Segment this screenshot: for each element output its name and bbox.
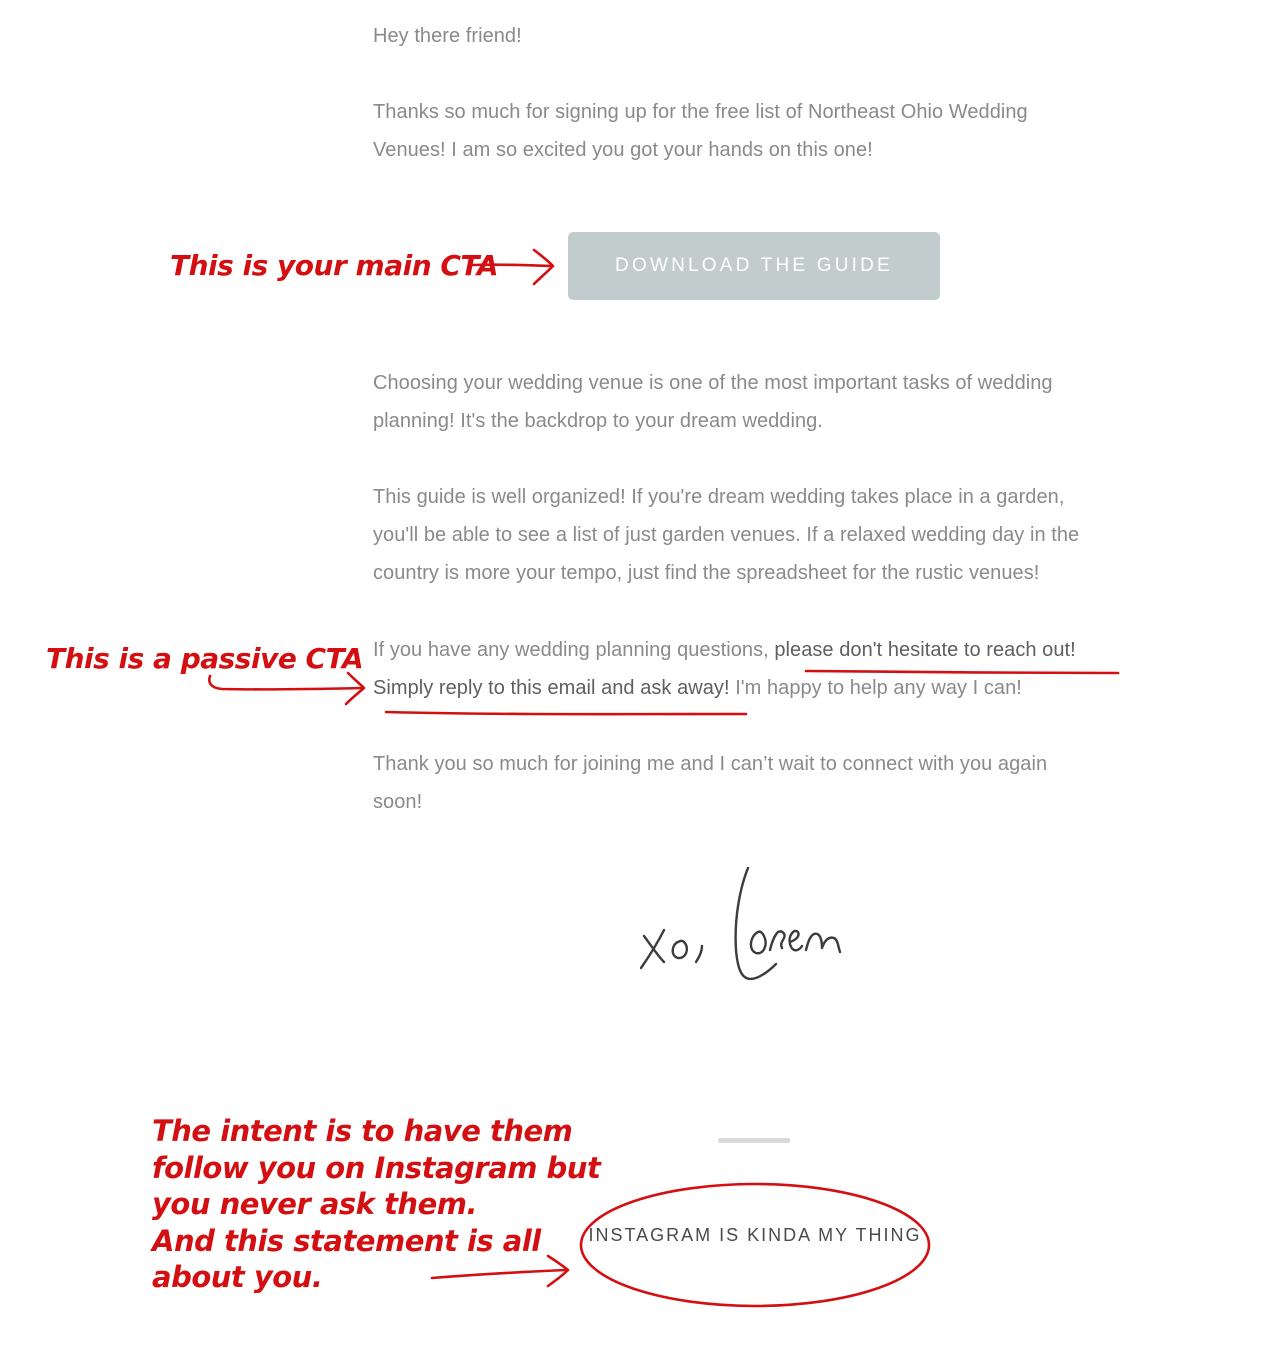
greeting: Hey there friend! [373,25,522,47]
closing-line: Thank you so much for joining me and I can’t wait to connect with you again [373,753,1048,775]
underline-reply [386,712,746,714]
annotation-intent-line: you never ask them. [152,1187,477,1221]
guide-paragraph [373,478,1173,592]
questions-line-1 [373,631,1173,669]
annotation-main-cta: This is your main CTA [170,249,499,282]
questions-text: If you have any wedding planning questions, [373,639,775,661]
happy-help-text: I'm happy to help any way I can! [729,677,1022,699]
instagram-text[interactable]: INSTAGRAM IS KINDA MY THING [588,1225,922,1245]
download-guide-button[interactable]: DOWNLOAD THE GUIDE [568,232,940,300]
intro-paragraph [373,93,1173,169]
annotation-intent [152,1113,600,1296]
venue-paragraph [373,364,1173,440]
passive-cta-arrow-icon [209,676,362,689]
intro-line: Thanks so much for signing up for the free list of Northeast Ohio Wedding [373,101,1028,123]
annotation-intent-line: And this statement is all [152,1223,541,1258]
closing-paragraph [373,745,1173,821]
signature-image [630,858,870,994]
venue-line: planning! It's the backdrop to your dream wedding. [373,410,823,432]
annotation-intent-line: follow you on Instagram but [152,1150,601,1185]
divider [718,1138,790,1143]
guide-line: you'll be able to see a list of just garden venues. If a relaxed wedding day in the [373,524,1080,546]
annotation-intent-line: about you. [152,1260,323,1294]
reach-out-text: please don't hesitate to reach out! [774,639,1076,661]
questions-paragraph [373,631,1173,707]
annotation-passive-cta: This is a passive CTA [46,642,364,675]
guide-line: This guide is well organized! If you're dream wedding takes place in a garden, [373,486,1065,508]
questions-line-2 [373,669,1173,707]
venue-line: Choosing your wedding venue is one of the most important tasks of wedding [373,372,1053,394]
intro-line: Venues! I am so excited you got your hands on this one! [373,139,873,161]
annotation-intent-line: The intent is to have them [152,1114,573,1148]
guide-line: country is more your tempo, just find the spreadsheet for the rustic venues! [373,562,1040,584]
reply-email-text: Simply reply to this email and ask away! [373,677,730,699]
closing-line: soon! [373,791,423,813]
